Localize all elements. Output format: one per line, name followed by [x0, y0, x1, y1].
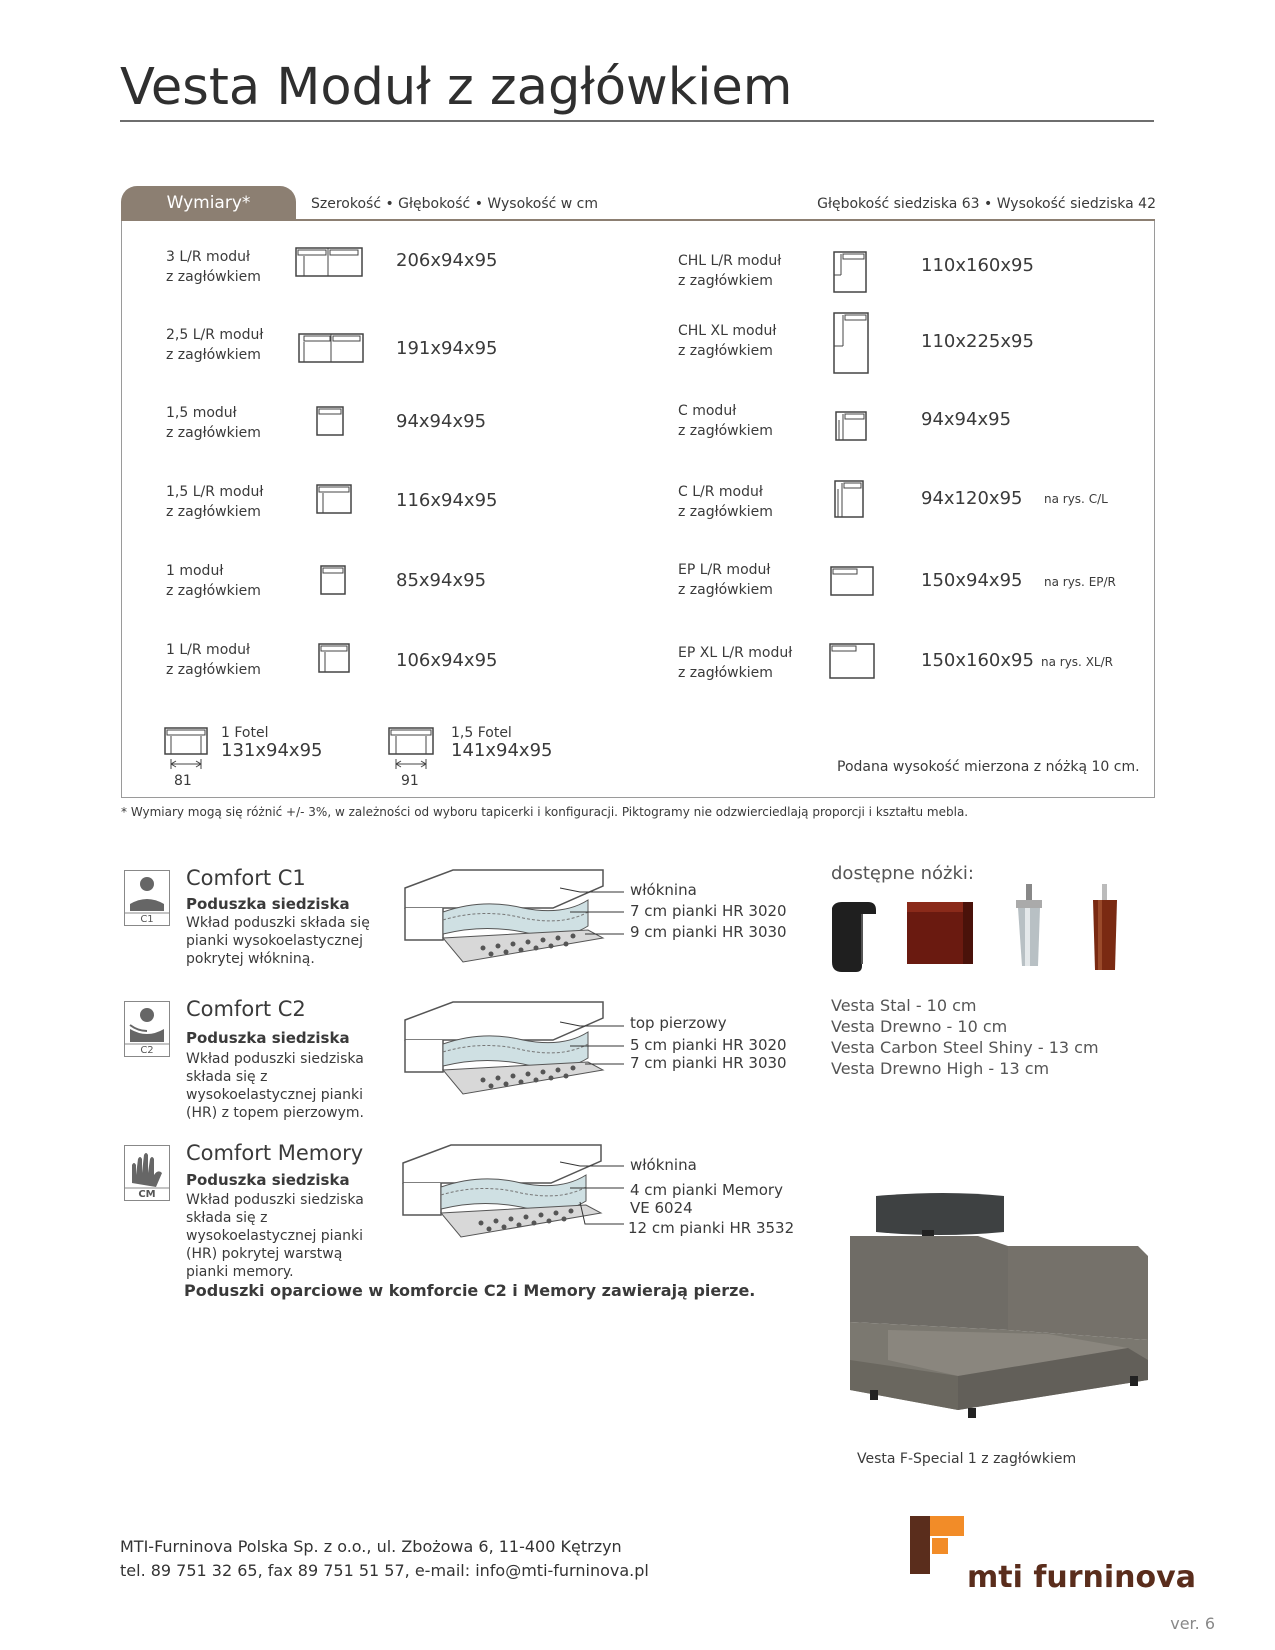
- comfort-description: Wkład poduszki siedziska składa się z wysokoelastycznej pianki (HR) z topem pierzowym.: [186, 1051, 364, 1121]
- item-size: 94x94x95: [921, 409, 1012, 430]
- armchair-size: 141x94x95: [451, 740, 553, 761]
- item-line2: z zagłówkiem: [166, 583, 261, 599]
- armchair-icon: [164, 727, 208, 773]
- comfort-description: Wkład poduszki składa się pianki wysokoelastycznej pokrytej włókniną.: [186, 915, 370, 967]
- item-line2: z zagłówkiem: [166, 425, 261, 441]
- three-seat-module-icon: [295, 247, 363, 277]
- list-item-label: [678, 321, 776, 361]
- footer-contact: tel. 89 751 32 65, fax 89 751 51 57, e-mail: info@mti-furninova.pl: [120, 1561, 649, 1580]
- item-line2: z zagłówkiem: [678, 343, 773, 359]
- list-item-label: [166, 325, 263, 365]
- item-line2: z zagłówkiem: [678, 582, 773, 598]
- layer-label: top pierzowy: [630, 1014, 727, 1032]
- layer-label: włóknina: [630, 881, 697, 899]
- ep-xl-module-icon: [829, 643, 875, 679]
- one-half-lr-module-icon: [316, 484, 352, 514]
- item-line1: EP L/R moduł: [678, 562, 771, 578]
- chl-module-icon: [833, 251, 867, 293]
- item-line1: C L/R moduł: [678, 484, 763, 500]
- high-wooden-leg-image: [1090, 882, 1120, 978]
- layer-label: włóknina: [630, 1156, 697, 1174]
- item-line1: C moduł: [678, 403, 737, 419]
- comfort-title: Comfort C1: [186, 866, 306, 890]
- ep-module-icon: [830, 566, 874, 596]
- comfort-subtitle: Poduszka siedziska: [186, 1029, 350, 1047]
- list-item-label: [166, 482, 263, 522]
- footer-address: MTI-Furninova Polska Sp. z o.o., ul. Zbożowa 6, 11-400 Kętrzyn: [120, 1537, 622, 1556]
- layer-label: VE 6024: [630, 1199, 693, 1217]
- armchair-name: 1 Fotel: [221, 725, 269, 741]
- legs-heading: dostępne nóżki:: [831, 863, 974, 884]
- item-line2: z zagłówkiem: [678, 273, 773, 289]
- comfort-code: C1: [140, 914, 154, 925]
- comfort-code: C2: [140, 1045, 154, 1056]
- back-cushion-note: Poduszki oparciowe w komforcie C2 i Memory zawierają pierze.: [184, 1281, 756, 1300]
- layer-label: 4 cm pianki Memory: [630, 1181, 783, 1199]
- leg-name: Vesta Stal - 10 cm: [831, 996, 977, 1015]
- item-line1: 1 L/R moduł: [166, 642, 250, 658]
- version-label: ver. 6: [1170, 1614, 1215, 1633]
- product-caption: Vesta F-Special 1 z zagłówkiem: [857, 1451, 1077, 1467]
- item-line1: CHL XL moduł: [678, 323, 777, 339]
- chrome-leg-image: [1010, 882, 1050, 976]
- list-item-label: [166, 640, 261, 680]
- item-size: 191x94x95: [396, 338, 498, 359]
- list-item-label: [678, 560, 773, 600]
- item-size: 110x160x95: [921, 255, 1034, 276]
- c-lr-module-icon: [834, 480, 864, 518]
- dimensions-subtitle-left: Szerokość • Głębokość • Wysokość w cm: [311, 196, 598, 212]
- comfort-subtitle: Poduszka siedziska: [186, 895, 350, 913]
- layer-label: 7 cm pianki HR 3020: [630, 902, 787, 920]
- item-line1: 1,5 L/R moduł: [166, 484, 264, 500]
- item-note: na rys. XL/R: [1041, 655, 1113, 669]
- item-size: 106x94x95: [396, 650, 498, 671]
- leader-lines-c1: [560, 880, 626, 950]
- armchair-name: 1,5 Fotel: [451, 725, 512, 741]
- sofa-module-image: [848, 1190, 1158, 1424]
- tab-rule: [121, 219, 1155, 221]
- one-half-module-icon: [316, 406, 344, 436]
- list-item-label: [678, 401, 773, 441]
- leg-name: Vesta Drewno - 10 cm: [831, 1017, 1008, 1036]
- comfort-title: Comfort C2: [186, 997, 306, 1021]
- leader-lines-memory: [560, 1152, 626, 1232]
- layer-label: 12 cm pianki HR 3532: [628, 1219, 795, 1237]
- layer-label: 7 cm pianki HR 3030: [630, 1054, 787, 1072]
- company-footer: [120, 1535, 649, 1583]
- furninova-logo-text: mti furninova: [967, 1560, 1196, 1595]
- leg-name: Vesta Carbon Steel Shiny - 13 cm: [831, 1038, 1099, 1057]
- leg-name: Vesta Drewno High - 13 cm: [831, 1059, 1050, 1078]
- armchair-inner-width: 91: [401, 773, 419, 789]
- page-title: Vesta Moduł z zagłówkiem: [120, 58, 793, 117]
- comfort-code: CM: [138, 1189, 156, 1200]
- item-line2: z zagłówkiem: [678, 423, 773, 439]
- item-line1: 2,5 L/R moduł: [166, 327, 264, 343]
- two-half-seat-module-icon: [298, 333, 364, 363]
- list-item-label: [166, 561, 261, 601]
- item-line1: 1 moduł: [166, 563, 224, 579]
- furninova-logo-mark: [910, 1516, 966, 1580]
- item-line2: z zagłówkiem: [166, 662, 261, 678]
- list-item-label: [678, 482, 773, 522]
- item-line2: z zagłówkiem: [166, 269, 261, 285]
- item-line2: z zagłówkiem: [678, 504, 773, 520]
- steel-leg-image: [826, 900, 878, 976]
- item-size: 85x94x95: [396, 570, 487, 591]
- armchair-large-icon: [388, 727, 434, 773]
- item-note: na rys. C/L: [1044, 492, 1108, 506]
- c-module-icon: [835, 411, 867, 441]
- item-note: na rys. EP/R: [1044, 575, 1116, 589]
- item-line2: z zagłówkiem: [166, 347, 261, 363]
- armchair-inner-width: 81: [174, 773, 192, 789]
- layer-label: 5 cm pianki HR 3020: [630, 1036, 787, 1054]
- wooden-leg-image: [903, 900, 981, 974]
- item-line1: 3 L/R moduł: [166, 249, 250, 265]
- comfort-description: Wkład poduszki siedziska składa się z wysokoelastycznej pianki (HR) pokrytej warstwą pianki memory.: [186, 1192, 364, 1280]
- dimensions-subtitle-right: Głębokość siedziska 63 • Wysokość siedziska 42: [817, 196, 1156, 212]
- item-size: 206x94x95: [396, 250, 498, 271]
- item-size: 116x94x95: [396, 490, 498, 511]
- item-size: 94x120x95: [921, 488, 1023, 509]
- item-line1: 1,5 moduł: [166, 405, 237, 421]
- item-line2: z zagłówkiem: [166, 504, 261, 520]
- list-item-label: [678, 643, 792, 683]
- height-note: Podana wysokość mierzona z nóżką 10 cm.: [837, 759, 1140, 775]
- chl-xl-module-icon: [833, 312, 869, 374]
- item-size: 150x94x95: [921, 570, 1023, 591]
- title-rule: [120, 120, 1154, 122]
- list-item-label: [166, 247, 261, 287]
- item-size: 110x225x95: [921, 331, 1034, 352]
- list-item-label: [678, 251, 781, 291]
- item-line1: CHL L/R moduł: [678, 253, 782, 269]
- armchair-size: 131x94x95: [221, 740, 323, 761]
- dimensions-footnote: * Wymiary mogą się różnić +/- 3%, w zależności od wyboru tapicerki i konfiguracji. Piktogramy nie odzwierciedlają proporcji i kształtu mebla.: [121, 805, 969, 819]
- item-size: 150x160x95: [921, 650, 1034, 671]
- dimensions-tab: Wymiary*: [121, 186, 296, 221]
- one-lr-module-icon: [318, 643, 350, 673]
- item-line1: EP XL L/R moduł: [678, 645, 793, 661]
- comfort-title: Comfort Memory: [186, 1141, 364, 1165]
- leader-lines-c2: [560, 1012, 626, 1082]
- one-module-icon: [320, 565, 346, 595]
- list-item-label: [166, 403, 261, 443]
- comfort-subtitle: Poduszka siedziska: [186, 1171, 350, 1189]
- item-line2: z zagłówkiem: [678, 665, 773, 681]
- item-size: 94x94x95: [396, 411, 487, 432]
- layer-label: 9 cm pianki HR 3030: [630, 923, 787, 941]
